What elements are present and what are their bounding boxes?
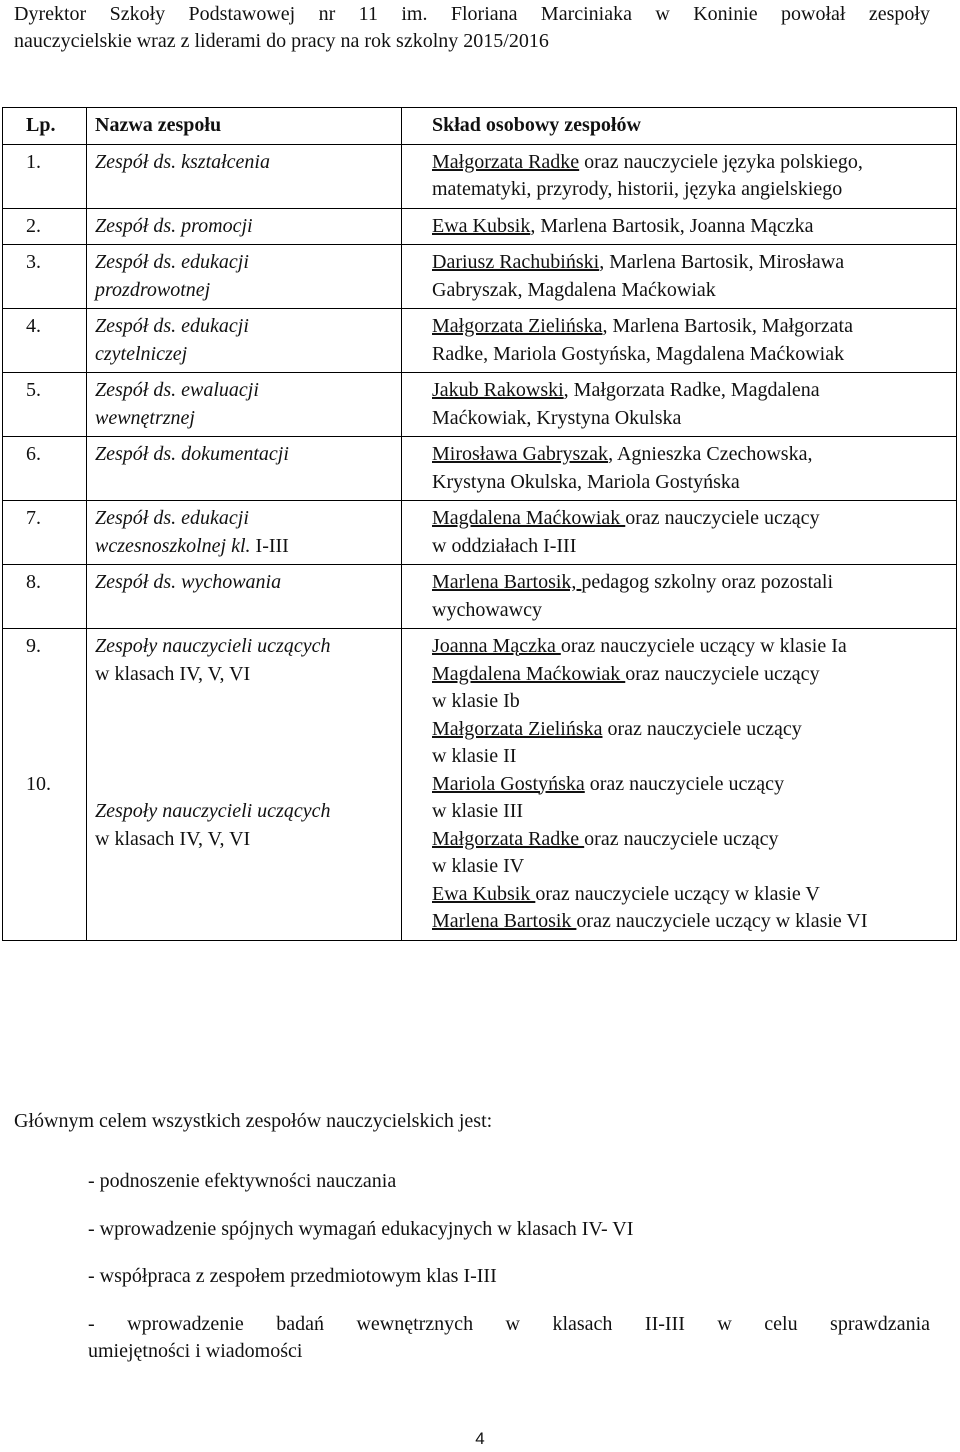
leader-name: Ewa Kubsik — [432, 214, 531, 237]
team-name-part: Zespół ds. — [95, 443, 177, 465]
table-row — [3, 245, 957, 309]
leader-name: Małgorzata Radke — [432, 150, 580, 173]
row-lp: 6. — [3, 437, 87, 501]
team-name-part: wczesnoszkolnej kl. — [95, 534, 251, 557]
leader-name: Marlena Bartosik, — [432, 571, 582, 593]
staff-text: oraz nauczyciele uczący w klasie V — [535, 882, 820, 905]
class-line — [432, 908, 950, 936]
table-header-row — [3, 108, 957, 145]
staff-text: oraz nauczyciele uczący — [584, 827, 779, 850]
class-line — [432, 881, 950, 909]
table-row — [3, 373, 957, 437]
class-line — [432, 853, 950, 881]
leader-name: Ewa Kubsik — [432, 882, 536, 905]
row-team-name — [87, 309, 402, 373]
staff-text: oraz nauczyciele uczący — [625, 507, 820, 529]
goals-section — [14, 1108, 930, 1362]
leader-name: Mirosława Gabryszak — [432, 443, 609, 465]
row-lp-10: 10. — [26, 772, 51, 795]
team-name-part: ewaluacji — [181, 379, 259, 401]
staff-text: , Marlena Bartosik, Małgorzata — [602, 315, 853, 337]
team-name-part: wewnętrznej — [95, 406, 195, 429]
leader-name: Mariola Gostyńska — [432, 772, 585, 795]
intro-line-1: Dyrektor Szkoły Podstawowej nr 11 im. Floriana Marciniaka w Koninie powołał zespoły — [14, 3, 930, 25]
row-staff-classes — [402, 629, 957, 941]
staff-text: oraz nauczyciele uczący w klasie Ia — [560, 635, 847, 657]
team-name-part: kształcenia — [181, 150, 270, 173]
staff-text: , Marlena Bartosik, Mirosława — [599, 251, 845, 273]
staff-text: Krystyna Okulska, Mariola Gostyńska — [432, 470, 740, 493]
row-team-name — [87, 437, 402, 501]
team-name-part: Zespół ds. — [95, 507, 177, 529]
row-staff — [402, 437, 957, 501]
team-name-part: w klasach IV, V, VI — [95, 662, 251, 685]
staff-text: , Małgorzata Radke, Magdalena — [563, 379, 820, 401]
row-staff — [402, 144, 957, 208]
teams-table — [2, 107, 957, 941]
leader-name: Marlena Bartosik — [432, 910, 577, 932]
row-team-name — [87, 565, 402, 629]
staff-text: pedagog szkolny oraz pozostali — [581, 571, 833, 593]
page-number: 4 — [475, 1429, 485, 1448]
class-line — [432, 716, 950, 744]
staff-text: oraz nauczyciele uczący — [584, 772, 785, 795]
staff-text: Gabryszak, Magdalena Maćkowiak — [432, 278, 716, 301]
row-team-name — [87, 629, 402, 941]
row-staff — [402, 565, 957, 629]
row-team-name — [87, 501, 402, 565]
row-lp: 8. — [3, 565, 87, 629]
leader-name: Magdalena Maćkowiak — [432, 662, 626, 685]
class-line — [432, 743, 950, 771]
row-team-name — [87, 208, 402, 245]
row-lp-9: 9. — [26, 635, 41, 657]
team-name-part: w klasach IV, V, VI — [95, 827, 251, 850]
staff-text: w klasie II — [432, 745, 517, 767]
staff-text: , Marlena Bartosik, Joanna Mączka — [530, 214, 814, 237]
table-row — [3, 565, 957, 629]
row-team-name — [87, 144, 402, 208]
leader-name: Małgorzata Radke — [432, 827, 585, 850]
team-name-part: Zespół ds. — [95, 150, 177, 173]
table-row — [3, 309, 957, 373]
header-name: Nazwa zespołu — [87, 108, 402, 145]
team-name-part: promocji — [181, 214, 253, 237]
goal-item: - wprowadzenie spójnych wymagań edukacyjnych w klasach IV- VI — [88, 1218, 634, 1240]
leader-name: Magdalena Maćkowiak — [432, 507, 626, 529]
goal-item-line: - wprowadzenie badań wewnętrznych w klasach II-III w celu sprawdzania — [88, 1313, 930, 1335]
staff-text: Maćkowiak, Krystyna Okulska — [432, 406, 682, 429]
leader-name: Małgorzata Zielińska — [432, 315, 603, 337]
team-name-part: Zespoły nauczycieli uczących — [95, 635, 331, 657]
staff-text: w klasie Ib — [432, 690, 520, 712]
goal-item — [88, 1311, 930, 1365]
goal-item: - podnoszenie efektywności nauczania — [88, 1170, 397, 1192]
row-lp: 2. — [3, 208, 87, 245]
leader-name: Jakub Rakowski — [432, 379, 564, 401]
leader-name: Małgorzata Zielińska — [432, 717, 603, 740]
table-row — [3, 629, 957, 941]
class-line — [432, 826, 950, 854]
table-row — [3, 208, 957, 245]
intro-paragraph — [14, 1, 930, 55]
staff-text: oraz nauczyciele uczący w klasie VI — [576, 910, 868, 932]
row-team-name — [87, 245, 402, 309]
staff-text: matematyki, przyrody, historii, języka angielskiego — [432, 178, 843, 200]
table-row — [3, 501, 957, 565]
table-row — [3, 437, 957, 501]
row-team-name — [87, 373, 402, 437]
staff-text: oraz nauczyciele uczący — [602, 717, 802, 740]
team-name-part: edukacji — [181, 251, 249, 273]
class-line — [432, 688, 950, 716]
staff-text: w klasie IV — [432, 855, 525, 877]
staff-text: oraz nauczyciele języka polskiego, — [579, 150, 863, 173]
team-name-part: dokumentacji — [181, 443, 289, 465]
team-name-part: Zespół ds. — [95, 315, 177, 337]
team-name-part: Zespół ds. — [95, 251, 177, 273]
row-lp — [3, 629, 87, 941]
row-staff — [402, 373, 957, 437]
team-name-part: Zespół ds. — [95, 571, 177, 593]
class-line — [432, 661, 950, 689]
row-lp: 1. — [3, 144, 87, 208]
staff-text: wychowawcy — [432, 598, 542, 621]
header-lp: Lp. — [3, 108, 87, 145]
row-staff — [402, 501, 957, 565]
class-line — [432, 771, 950, 799]
row-staff — [402, 245, 957, 309]
header-staff: Skład osobowy zespołów — [402, 108, 957, 145]
row-lp: 7. — [3, 501, 87, 565]
team-name-part: edukacji — [181, 507, 249, 529]
row-lp: 4. — [3, 309, 87, 373]
team-name-part: edukacji — [181, 315, 249, 337]
row-staff — [402, 309, 957, 373]
table-row — [3, 144, 957, 208]
row-lp: 3. — [3, 245, 87, 309]
team-name-part: prozdrowotnej — [95, 278, 211, 301]
leader-name: Joanna Mączka — [432, 635, 561, 657]
staff-text: , Agnieszka Czechowska, — [608, 443, 813, 465]
team-name-part: Zespół ds. — [95, 214, 177, 237]
goal-item-line: umiejętności i wiadomości — [88, 1340, 303, 1362]
row-lp: 5. — [3, 373, 87, 437]
team-name-part: wychowania — [181, 571, 282, 593]
staff-text: w klasie III — [432, 800, 524, 822]
team-name-part: czytelniczej — [95, 342, 188, 365]
team-name-part: Zespół ds. — [95, 379, 177, 401]
intro-line-2: nauczycielskie wraz z liderami do pracy na rok szkolny 2015/2016 — [14, 30, 549, 52]
row-staff — [402, 208, 957, 245]
class-line — [432, 798, 950, 826]
goal-item: - współpraca z zespołem przedmiotowym klas I-III — [88, 1265, 497, 1287]
staff-text: w oddziałach I-III — [432, 534, 577, 557]
staff-text: oraz nauczyciele uczący — [625, 662, 820, 685]
staff-text: Radke, Mariola Gostyńska, Magdalena Maćkowiak — [432, 342, 845, 365]
goals-title: Głównym celem wszystkich zespołów nauczycielskich jest: — [14, 1110, 493, 1132]
team-name-part: Zespoły nauczycieli uczących — [95, 800, 331, 822]
leader-name: Dariusz Rachubiński — [432, 251, 600, 273]
class-line — [432, 633, 950, 661]
team-name-part: I-III — [255, 534, 289, 557]
